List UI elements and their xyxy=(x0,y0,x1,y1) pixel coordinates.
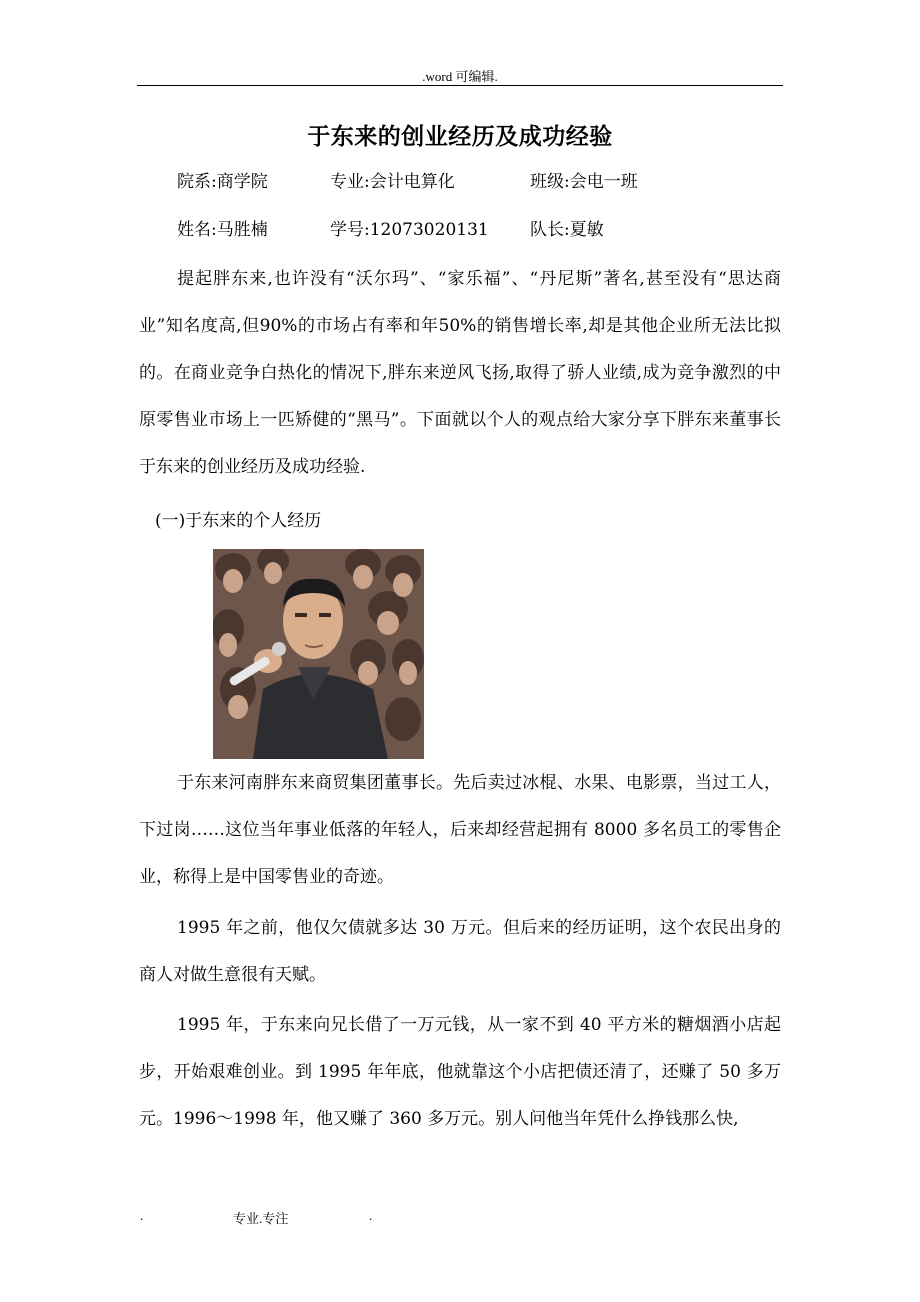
department-field: 院系:商学院 xyxy=(177,172,268,192)
student-id-field: 学号:12073020131 xyxy=(330,220,489,240)
footer-left-mark: . xyxy=(140,1208,144,1223)
page-header: .word 可编辑. xyxy=(422,69,498,84)
team-leader-field: 队长:夏敏 xyxy=(530,220,604,240)
portrait-photo xyxy=(213,549,424,759)
name-field: 姓名:马胜楠 xyxy=(177,220,268,240)
major-field: 专业:会计电算化 xyxy=(330,172,455,192)
document-title: 于东来的创业经历及成功经验 xyxy=(307,123,613,150)
info-row-1 xyxy=(177,167,777,197)
section-heading: (一)于东来的个人经历 xyxy=(155,511,322,531)
class-field: 班级:会电一班 xyxy=(530,172,638,192)
header-rule xyxy=(137,85,783,86)
biography-paragraph-1: 于东来河南胖东来商贸集团董事长。先后卖过冰棍、水果、电影票，当过工人，下过岗……这位当年事业低落的年轻人，后来却经营起拥有 8000 多名员工的零售企业，称得上是中国零售业的奇迹。 xyxy=(139,773,781,887)
page-footer xyxy=(0,1208,920,1228)
biography-paragraph-3: 1995 年，于东来向兄长借了一万元钱，从一家不到 40 平方米的糖烟酒小店起步，开始艰难创业。到 1995 年年底，他就靠这个小店把债还清了，还赚了 50 多万元。1996～1998 年，他又赚了 360 多万元。别人问他当年凭什么挣钱那么快, xyxy=(139,1015,781,1129)
footer-right-mark: . xyxy=(369,1208,373,1223)
intro-paragraph: 提起胖东来,也许没有“沃尔玛”、“家乐福”、“丹尼斯”著名,甚至没有“思达商业”知名度高,但90%的市场占有率和年50%的销售增长率,却是其他企业所无法比拟的。在商业竞争白热化的情况下,胖东来逆风飞扬,取得了骄人业绩,成为竞争激烈的中原零售业市场上一匹矫健的“黑马”。下面就以个人的观点给大家分享下胖东来董事长于东来的创业经历及成功经验. xyxy=(139,269,781,477)
footer-center-text: 专业.专注 xyxy=(233,1211,289,1226)
info-row-2 xyxy=(177,215,777,245)
biography-paragraph-2: 1995 年之前，他仅欠债就多达 30 万元。但后来的经历证明，这个农民出身的商人对做生意很有天赋。 xyxy=(139,918,781,985)
